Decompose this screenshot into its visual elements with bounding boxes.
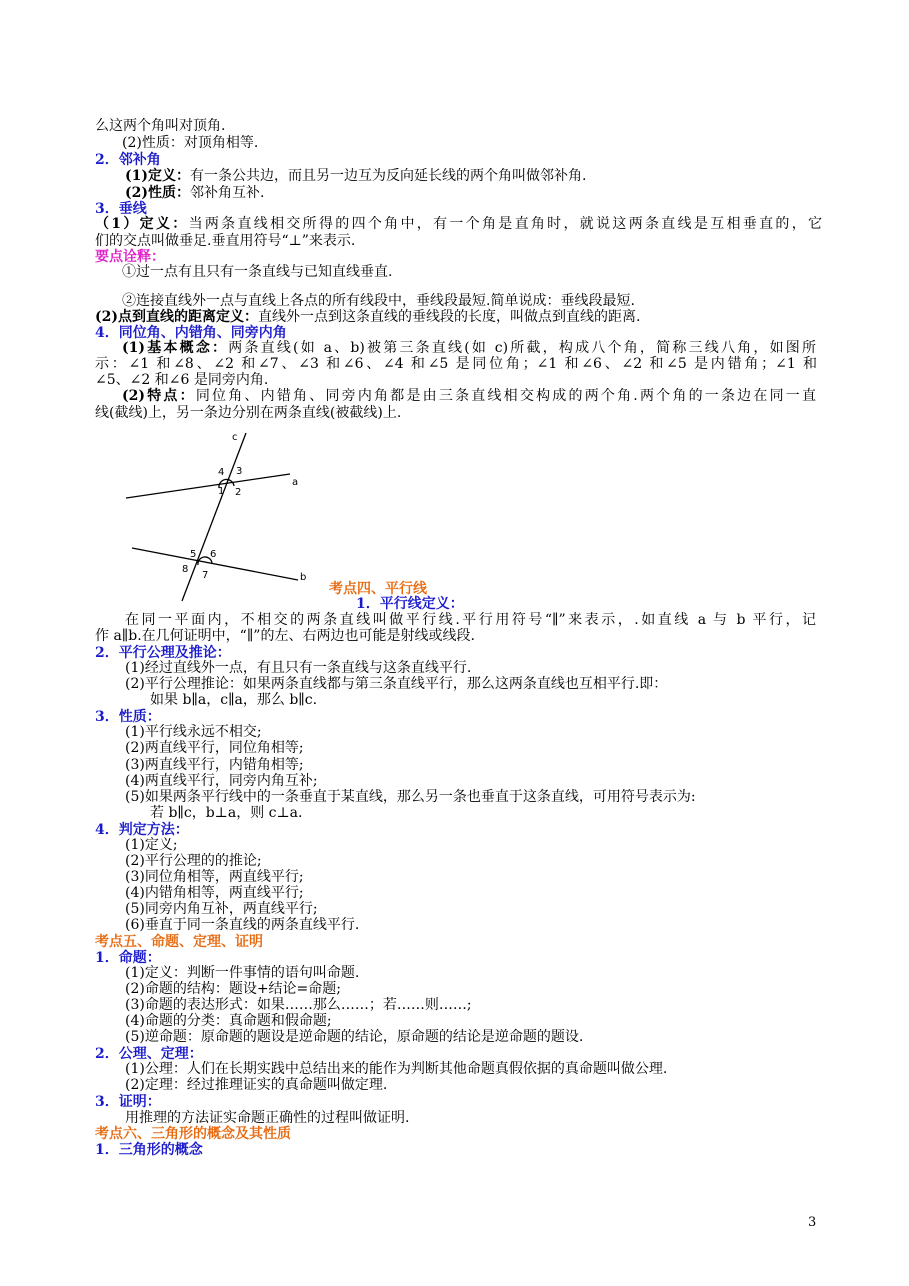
text-line: (5)如果两条平行线中的一条垂直于某直线，那么另一条也垂直于这条直线，可用符号表示为:	[125, 789, 696, 805]
angle-label-1: 1	[218, 486, 225, 497]
text-line: (4)内错角相等，两直线平行;	[125, 885, 304, 901]
text-line: ②连接直线外一点与直线上各点的所有线段中，垂线段最短.简单说成：垂线段最短.	[122, 293, 635, 309]
text-line: 线(截线)上，另一条边分别在两条直线(被截线)上.	[95, 405, 402, 421]
section-title: 考点五、命题、定理、证明	[95, 934, 263, 950]
text-line: (1)平行线永远不相交;	[125, 724, 262, 740]
text-line: 如果 b∥a，c∥a，那么 b∥c.	[150, 692, 318, 708]
section-title: 考点四、平行线	[329, 581, 427, 597]
label-a: a	[292, 477, 299, 488]
label-b: b	[300, 572, 307, 583]
text-line: (4)命题的分类：真命题和假命题;	[125, 1013, 332, 1029]
term-label: (2)点到直线的距离定义：	[95, 309, 258, 325]
term-label: (2)特点：	[122, 388, 196, 404]
page-number: 3	[808, 1215, 817, 1230]
text-line: 若 b∥c，b⊥a，则 c⊥a.	[150, 805, 303, 821]
text-line: 示：∠1 和∠8、∠2 和∠7、∠3 和∠6、∠4 和∠5 是同位角；∠1 和∠6、∠2 和∠5 是内错角；∠1 和	[95, 356, 817, 372]
term-text: 有一条公共边，而且另一边互为反向延长线的两个角叫做邻补角.	[190, 168, 587, 184]
text-line: (2)平行公理推论：如果两条直线都与第三条直线平行，那么这两条直线也互相平行.即：	[125, 676, 668, 692]
text-line: 用推理的方法证实命题正确性的过程叫做证明.	[125, 1110, 410, 1126]
line-c	[182, 433, 246, 601]
angle-label-7: 7	[202, 570, 209, 581]
angle-label-6: 6	[210, 549, 217, 560]
term-text: 两条直线(如 a、b)被第三条直线(如 c)所截，构成八个角，简称三线八角，如图所	[228, 340, 816, 356]
text-line: (1)定义;	[125, 837, 178, 853]
text-line: 作 a∥b.在几何证明中，“∥”的左、右两边也可能是射线或线段.	[95, 628, 475, 644]
term-text: 同位角、内错角、同旁内角都是由三条直线相交构成的两个角.两个角的一条边在同一直	[195, 388, 816, 404]
text-line: (2)两直线平行，同位角相等;	[125, 740, 304, 756]
term-text: 直线外一点到这条直线的垂线段的长度，叫做点到直线的距离.	[258, 309, 641, 325]
text-line: ①过一点有且只有一条直线与已知直线垂直.	[122, 264, 393, 280]
text-line: (1)公理：人们在长期实践中总结出来的能作为判断其他命题真假依据的真命题叫做公理.	[125, 1061, 668, 1077]
text-line: (3)命题的表达形式：如果……那么……；若……则……;	[125, 997, 472, 1013]
angle-label-5: 5	[190, 549, 197, 560]
term-text: 当两条直线相交所得的四个角中，有一个角是直角时，就说这两条直线是互相垂直的，它	[188, 216, 823, 232]
section-heading: 3．证明：	[95, 1094, 161, 1110]
section-heading: 4．判定方法：	[95, 822, 189, 838]
text-line	[95, 216, 822, 233]
label-c: c	[232, 432, 238, 443]
text-line: (2)性质：对顶角相等.	[122, 135, 259, 151]
text-line: (1)定义：判断一件事情的语句叫命题.	[125, 965, 360, 981]
text-line	[125, 185, 264, 202]
section-heading: 1．平行线定义：	[356, 596, 464, 612]
term-label: (1)基本概念：	[122, 340, 229, 356]
angle-label-8: 8	[182, 564, 189, 575]
text-line	[122, 340, 816, 357]
three-lines-eight-angles-figure	[122, 428, 322, 606]
text-line: (5)同旁内角互补，两直线平行;	[125, 901, 318, 917]
section-title: 考点六、三角形的概念及其性质	[95, 1126, 291, 1142]
text-line	[95, 309, 640, 326]
angle-label-3: 3	[236, 466, 243, 477]
text-line: (2)命题的结构：题设+结论=命题;	[125, 981, 342, 997]
angle-label-2: 2	[235, 487, 242, 498]
text-line: (1)经过直线外一点，有且只有一条直线与这条直线平行.	[125, 660, 472, 676]
term-label: (2)性质：	[125, 185, 190, 201]
section-heading: 1．命题：	[95, 950, 161, 966]
angle-label-4: 4	[218, 467, 225, 478]
text-line	[122, 388, 816, 405]
key-point-heading: 要点诠释：	[95, 249, 165, 265]
section-heading: 2．邻补角	[95, 152, 161, 168]
section-heading: 2．公理、定理：	[95, 1046, 203, 1062]
term-label: （1）定义：	[95, 216, 189, 232]
text-line	[125, 168, 586, 185]
text-line: 么这两个角叫对顶角.	[95, 118, 226, 134]
section-heading: 1．三角形的概念	[95, 1142, 203, 1158]
term-text: 邻补角互补.	[190, 185, 265, 201]
section-heading: 2．平行公理及推论：	[95, 645, 231, 661]
section-heading: 3．垂线	[95, 201, 147, 217]
text-line: (5)逆命题：原命题的题设是逆命题的结论，原命题的结论是逆命题的题设.	[125, 1029, 584, 1045]
text-line: (3)两直线平行，内错角相等;	[125, 757, 304, 773]
text-line: ∠5、∠2 和∠6 是同旁内角.	[95, 372, 269, 388]
section-heading: 4．同位角、内错角、同旁内角	[95, 325, 287, 341]
term-label: (1)定义：	[125, 168, 190, 184]
section-heading: 3．性质：	[95, 709, 161, 725]
text-line: (3)同位角相等，两直线平行;	[125, 869, 304, 885]
text-line: 们的交点叫做垂足.垂直用符号“⊥”来表示.	[95, 233, 356, 249]
line-a	[126, 474, 290, 498]
text-line: (2)定理：经过推理证实的真命题叫做定理.	[125, 1077, 388, 1093]
text-line: (4)两直线平行，同旁内角互补;	[125, 773, 318, 789]
text-line: (6)垂直于同一条直线的两条直线平行.	[125, 917, 360, 933]
text-line: (2)平行公理的的推论;	[125, 853, 262, 869]
text-line: 在同一平面内，不相交的两条直线叫做平行线.平行用符号“∥”来表示，.如直线 a 与 b 平行，记	[125, 612, 816, 628]
